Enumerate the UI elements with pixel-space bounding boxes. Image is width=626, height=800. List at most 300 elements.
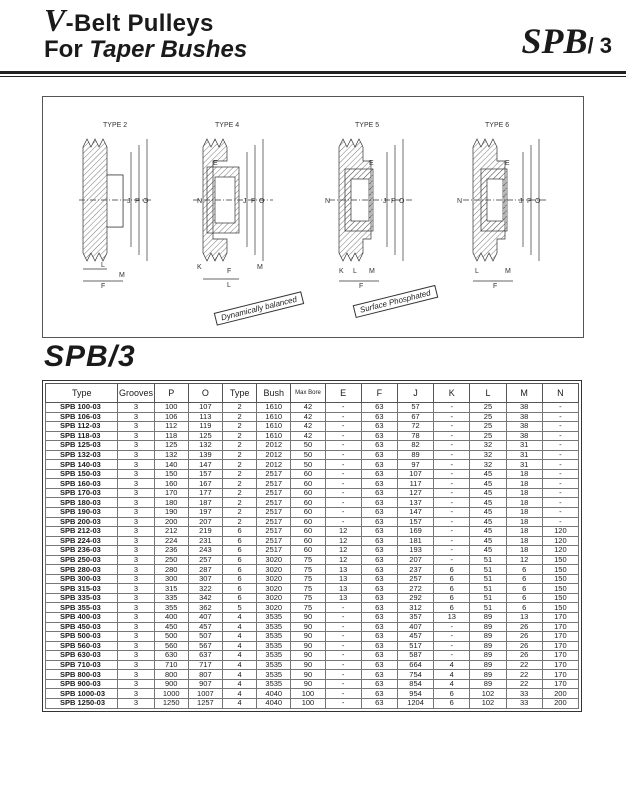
table-row: [46, 479, 579, 489]
table-cell: -: [434, 422, 470, 432]
table-cell: 710: [154, 660, 188, 670]
col-header: N: [542, 384, 578, 403]
table-cell: -: [542, 508, 578, 518]
table-cell: 63: [361, 488, 397, 498]
table-cell: -: [434, 546, 470, 556]
table-cell: SPB 212-03: [46, 527, 118, 537]
table-cell: 63: [361, 555, 397, 565]
table-cell: -: [434, 622, 470, 632]
table-cell: 3020: [257, 584, 291, 594]
table-cell: 200: [542, 689, 578, 699]
table-cell: -: [325, 641, 361, 651]
table-cell: -: [325, 517, 361, 527]
table-cell: 219: [188, 527, 222, 537]
col-header: Max Bore: [291, 384, 325, 403]
svg-text:F: F: [493, 283, 498, 290]
table-cell: 457: [188, 622, 222, 632]
table-cell: 6: [222, 555, 256, 565]
table-cell: 31: [506, 460, 542, 470]
table-row: [46, 622, 579, 632]
table-cell: 140: [154, 460, 188, 470]
table-cell: -: [325, 689, 361, 699]
table-cell: 157: [397, 517, 433, 527]
table-cell: -: [542, 431, 578, 441]
table-cell: -: [325, 469, 361, 479]
table-cell: 3535: [257, 651, 291, 661]
table-cell: 3: [118, 679, 154, 689]
table-cell: 89: [470, 613, 506, 623]
table-cell: 3535: [257, 641, 291, 651]
table-cell: 63: [361, 574, 397, 584]
table-cell: 132: [188, 441, 222, 451]
table-cell: SPB 900-03: [46, 679, 118, 689]
table-cell: 2: [222, 460, 256, 470]
svg-text:M: M: [119, 272, 125, 279]
svg-text:P: P: [135, 198, 140, 205]
table-cell: 170: [542, 670, 578, 680]
svg-text:O: O: [259, 198, 265, 205]
table-cell: SPB 300-03: [46, 574, 118, 584]
table-cell: 42: [291, 403, 325, 413]
table-cell: 157: [188, 469, 222, 479]
table-cell: -: [434, 555, 470, 565]
table-cell: 6: [506, 603, 542, 613]
table-cell: SPB 1250-03: [46, 698, 118, 708]
table-cell: 2012: [257, 460, 291, 470]
table-cell: -: [434, 441, 470, 451]
table-cell: 137: [397, 498, 433, 508]
title-taper-bushes: Taper Bushes: [89, 36, 248, 63]
table-cell: 90: [291, 613, 325, 623]
table-row: [46, 508, 579, 518]
table-cell: 139: [188, 450, 222, 460]
table-cell: 560: [154, 641, 188, 651]
table-cell: 75: [291, 593, 325, 603]
table-cell: 2: [222, 450, 256, 460]
table-cell: -: [542, 422, 578, 432]
table-cell: 31: [506, 450, 542, 460]
table-row: [46, 651, 579, 661]
table-cell: 63: [361, 422, 397, 432]
table-cell: 100: [291, 689, 325, 699]
table-cell: -: [325, 622, 361, 632]
table-cell: -: [542, 469, 578, 479]
table-cell: 3: [118, 403, 154, 413]
table-cell: 78: [397, 431, 433, 441]
svg-text:E: E: [369, 160, 374, 167]
table-cell: 26: [506, 632, 542, 642]
table-cell: 63: [361, 403, 397, 413]
table-cell: 22: [506, 679, 542, 689]
table-cell: 45: [470, 488, 506, 498]
table-cell: -: [434, 403, 470, 413]
table-cell: 75: [291, 584, 325, 594]
table-cell: 6: [434, 565, 470, 575]
table-cell: SPB 140-03: [46, 460, 118, 470]
table-cell: 63: [361, 508, 397, 518]
table-cell: 33: [506, 698, 542, 708]
table-cell: -: [325, 632, 361, 642]
table-cell: 25: [470, 431, 506, 441]
table-cell: SPB 112-03: [46, 422, 118, 432]
table-cell: -: [434, 479, 470, 489]
table-cell: 664: [397, 660, 433, 670]
table-cell: 3020: [257, 555, 291, 565]
title-line-2: [44, 36, 247, 64]
table-cell: 1000: [154, 689, 188, 699]
svg-text:F: F: [227, 268, 232, 275]
table-cell: 500: [154, 632, 188, 642]
table-cell: 150: [542, 555, 578, 565]
title-v: V: [44, 2, 66, 38]
table-cell: 51: [470, 584, 506, 594]
table-row: [46, 546, 579, 556]
table-cell: 75: [291, 555, 325, 565]
table-cell: 4: [222, 698, 256, 708]
col-header: Type: [46, 384, 118, 403]
col-header: E: [325, 384, 361, 403]
table-cell: 630: [154, 651, 188, 661]
table-cell: 2012: [257, 441, 291, 451]
table-cell: 177: [188, 488, 222, 498]
table-cell: 60: [291, 469, 325, 479]
table-row: [46, 527, 579, 537]
table-row: [46, 574, 579, 584]
table-cell: -: [542, 450, 578, 460]
title-line-1: [44, 2, 214, 39]
table-cell: 45: [470, 517, 506, 527]
table-cell: 6: [506, 593, 542, 603]
table-row: [46, 450, 579, 460]
svg-text:E: E: [505, 160, 510, 167]
table-cell: 45: [470, 469, 506, 479]
table-cell: 117: [397, 479, 433, 489]
table-cell: 4040: [257, 698, 291, 708]
table-cell: 3: [118, 508, 154, 518]
table-cell: 190: [154, 508, 188, 518]
table-cell: 2: [222, 469, 256, 479]
table-cell: 90: [291, 632, 325, 642]
table-cell: 63: [361, 689, 397, 699]
table-cell: 45: [470, 508, 506, 518]
table-cell: 67: [397, 412, 433, 422]
table-cell: 32: [470, 450, 506, 460]
table-cell: -: [434, 460, 470, 470]
table-cell: 400: [154, 613, 188, 623]
table-cell: 170: [542, 622, 578, 632]
table-cell: 1610: [257, 431, 291, 441]
table-cell: 63: [361, 603, 397, 613]
table-cell: 272: [397, 584, 433, 594]
table-cell: 63: [361, 613, 397, 623]
table-cell: 82: [397, 441, 433, 451]
table-cell: SPB 118-03: [46, 431, 118, 441]
table-cell: 150: [154, 469, 188, 479]
table-cell: 89: [470, 622, 506, 632]
table-cell: 6: [434, 593, 470, 603]
table-row: [46, 689, 579, 699]
table-cell: -: [325, 422, 361, 432]
table-row: [46, 641, 579, 651]
table-cell: 4: [434, 670, 470, 680]
table-cell: 63: [361, 632, 397, 642]
table-cell: SPB 355-03: [46, 603, 118, 613]
table-cell: 4: [222, 679, 256, 689]
table-cell: 89: [397, 450, 433, 460]
table-cell: 6: [434, 603, 470, 613]
table-cell: 6: [434, 584, 470, 594]
svg-text:J: J: [519, 198, 523, 205]
table-cell: 22: [506, 660, 542, 670]
table-cell: SPB 106-03: [46, 412, 118, 422]
table-cell: 63: [361, 698, 397, 708]
dynamically-balanced-stamp: Dynamically balanced: [214, 291, 304, 325]
table-cell: 292: [397, 593, 433, 603]
table-cell: 2: [222, 431, 256, 441]
table-cell: 63: [361, 479, 397, 489]
table-cell: 1250: [154, 698, 188, 708]
table-cell: SPB 800-03: [46, 670, 118, 680]
svg-text:N: N: [457, 198, 463, 205]
table-cell: SPB 1000-03: [46, 689, 118, 699]
table-cell: -: [434, 651, 470, 661]
table-cell: 102: [470, 689, 506, 699]
table-cell: 3535: [257, 670, 291, 680]
table-cell: 45: [470, 527, 506, 537]
table-cell: -: [434, 488, 470, 498]
type4-label: TYPE 4: [215, 122, 240, 129]
table-cell: 120: [542, 546, 578, 556]
table-cell: 160: [154, 479, 188, 489]
table-cell: 250: [154, 555, 188, 565]
table-cell: -: [542, 441, 578, 451]
table-cell: 357: [397, 613, 433, 623]
table-cell: 335: [154, 593, 188, 603]
table-cell: 3: [118, 593, 154, 603]
svg-text:P: P: [391, 198, 396, 205]
table-cell: 6: [434, 698, 470, 708]
table-cell: -: [325, 698, 361, 708]
table-cell: -: [325, 670, 361, 680]
table-cell: -: [542, 403, 578, 413]
table-cell: 12: [506, 555, 542, 565]
table-cell: SPB 236-03: [46, 546, 118, 556]
table-cell: 25: [470, 422, 506, 432]
table-cell: 51: [470, 593, 506, 603]
svg-text:O: O: [143, 198, 149, 205]
svg-text:M: M: [505, 268, 511, 275]
table-cell: 3: [118, 632, 154, 642]
table-cell: -: [325, 460, 361, 470]
table-cell: 2517: [257, 527, 291, 537]
col-header: J: [397, 384, 433, 403]
table-row: [46, 584, 579, 594]
surface-phosphated-stamp: Surface Phosphated: [353, 285, 438, 318]
table-cell: 193: [397, 546, 433, 556]
table-cell: 2: [222, 441, 256, 451]
series-code: [522, 20, 613, 62]
table-header-row: [46, 384, 579, 403]
svg-text:P: P: [527, 198, 532, 205]
table-cell: 257: [188, 555, 222, 565]
table-cell: 3: [118, 670, 154, 680]
table-cell: -: [325, 508, 361, 518]
table-cell: 51: [470, 574, 506, 584]
table-cell: 2517: [257, 517, 291, 527]
table-cell: 42: [291, 412, 325, 422]
table-cell: 51: [470, 555, 506, 565]
table-cell: 243: [188, 546, 222, 556]
table-cell: 2: [222, 488, 256, 498]
table-cell: 4: [222, 622, 256, 632]
table-cell: 150: [542, 565, 578, 575]
svg-text:P: P: [251, 198, 256, 205]
table-cell: 4040: [257, 689, 291, 699]
table-cell: SPB 180-03: [46, 498, 118, 508]
table-cell: 22: [506, 670, 542, 680]
table-cell: SPB 190-03: [46, 508, 118, 518]
table-cell: 6: [506, 565, 542, 575]
svg-text:J: J: [127, 198, 131, 205]
table-cell: 407: [397, 622, 433, 632]
table-row: [46, 670, 579, 680]
col-header: F: [361, 384, 397, 403]
table-cell: 3: [118, 698, 154, 708]
table-cell: 100: [291, 698, 325, 708]
table-cell: 3535: [257, 622, 291, 632]
pulley-drawings: [43, 97, 583, 337]
table-cell: 3: [118, 431, 154, 441]
table-cell: 18: [506, 479, 542, 489]
table-cell: SPB 450-03: [46, 622, 118, 632]
table-cell: -: [434, 536, 470, 546]
table-cell: 3535: [257, 632, 291, 642]
type6-label: TYPE 6: [485, 122, 510, 129]
table-cell: 170: [542, 632, 578, 642]
header-rule-thin: [0, 76, 626, 77]
series-sub: / 3: [587, 33, 612, 58]
table-cell: 75: [291, 574, 325, 584]
table-cell: 12: [325, 546, 361, 556]
table-cell: 362: [188, 603, 222, 613]
table-cell: 63: [361, 527, 397, 537]
table-cell: 280: [154, 565, 188, 575]
table-cell: 63: [361, 498, 397, 508]
table-cell: 26: [506, 641, 542, 651]
svg-text:J: J: [243, 198, 247, 205]
table-cell: 407: [188, 613, 222, 623]
table-row: [46, 498, 579, 508]
table-cell: 200: [154, 517, 188, 527]
table-row: [46, 488, 579, 498]
table-cell: 150: [542, 584, 578, 594]
table-cell: 6: [434, 689, 470, 699]
col-header: L: [470, 384, 506, 403]
table-cell: 567: [188, 641, 222, 651]
table-cell: 167: [188, 479, 222, 489]
table-cell: 517: [397, 641, 433, 651]
table-row: [46, 603, 579, 613]
table-cell: 63: [361, 641, 397, 651]
table-cell: 1610: [257, 422, 291, 432]
table-cell: 150: [542, 574, 578, 584]
table-cell: 75: [291, 565, 325, 575]
table-cell: 224: [154, 536, 188, 546]
table-cell: 72: [397, 422, 433, 432]
table-cell: 170: [542, 641, 578, 651]
table-cell: -: [434, 641, 470, 651]
table-row: [46, 441, 579, 451]
table-cell: 60: [291, 517, 325, 527]
table-cell: 2: [222, 508, 256, 518]
svg-text:K: K: [339, 268, 344, 275]
table-cell: 2: [222, 517, 256, 527]
table-cell: 33: [506, 689, 542, 699]
table-cell: -: [325, 450, 361, 460]
table-cell: 63: [361, 660, 397, 670]
table-cell: 6: [222, 574, 256, 584]
table-cell: 3: [118, 527, 154, 537]
table-cell: 1204: [397, 698, 433, 708]
table-cell: 907: [188, 679, 222, 689]
table-cell: -: [542, 517, 578, 527]
table-cell: 60: [291, 498, 325, 508]
table-cell: 3: [118, 660, 154, 670]
table-row: [46, 460, 579, 470]
table-cell: SPB 250-03: [46, 555, 118, 565]
table-body: [46, 403, 579, 709]
table-cell: SPB 170-03: [46, 488, 118, 498]
table-cell: 207: [397, 555, 433, 565]
table-cell: 63: [361, 412, 397, 422]
table-cell: 307: [188, 574, 222, 584]
table-cell: -: [434, 498, 470, 508]
table-row: [46, 698, 579, 708]
col-header: P: [154, 384, 188, 403]
table-cell: 180: [154, 498, 188, 508]
table-cell: 150: [542, 603, 578, 613]
table-cell: -: [542, 412, 578, 422]
specs-table: [45, 383, 579, 709]
table-cell: 236: [154, 546, 188, 556]
table-cell: 90: [291, 641, 325, 651]
table-cell: 63: [361, 517, 397, 527]
table-cell: SPB 710-03: [46, 660, 118, 670]
table-cell: 207: [188, 517, 222, 527]
table-cell: 807: [188, 670, 222, 680]
table-cell: 3: [118, 584, 154, 594]
table-cell: 42: [291, 422, 325, 432]
table-cell: -: [325, 412, 361, 422]
table-cell: 1257: [188, 698, 222, 708]
table-cell: 63: [361, 536, 397, 546]
table-cell: 800: [154, 670, 188, 680]
table-row: [46, 431, 579, 441]
table-cell: -: [434, 517, 470, 527]
table-cell: 18: [506, 498, 542, 508]
table-cell: 120: [542, 536, 578, 546]
table-cell: -: [434, 450, 470, 460]
table-cell: SPB 200-03: [46, 517, 118, 527]
table-cell: 854: [397, 679, 433, 689]
table-cell: 63: [361, 565, 397, 575]
table-cell: 2012: [257, 450, 291, 460]
table-cell: SPB 335-03: [46, 593, 118, 603]
table-cell: 107: [188, 403, 222, 413]
table-cell: 4: [222, 641, 256, 651]
table-cell: -: [325, 431, 361, 441]
table-cell: 3020: [257, 565, 291, 575]
